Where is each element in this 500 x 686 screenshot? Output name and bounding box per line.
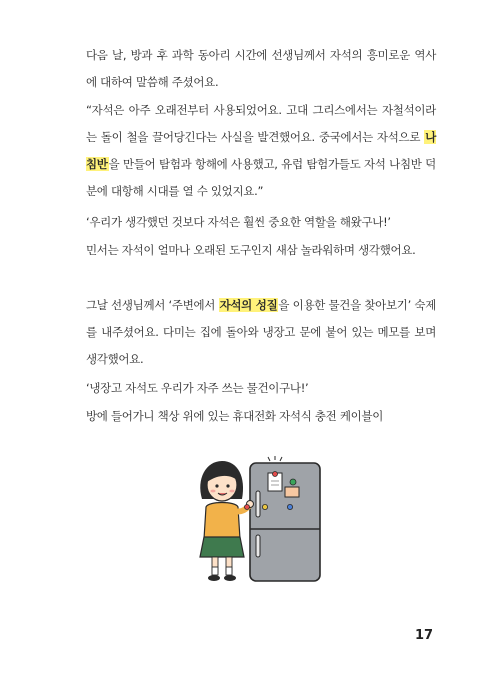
highlight-magnet-property: 자석의 성질 [219,298,278,312]
paragraph-6 [86,375,436,402]
paragraph-5 [86,292,436,373]
paragraph-3 [86,209,436,236]
paragraph-2 [86,97,436,205]
page-number: 17 [415,628,434,643]
paragraph-4 [86,237,436,264]
paragraph-3-text: ‘우리가 생각했던 것보다 자석은 훨씬 중요한 역할을 해왔구나!’ [86,215,391,229]
paragraph-5-text-a: 그날 선생님께서 ‘주변에서 [86,298,219,312]
paragraph-7-text: 방에 들어가니 책상 위에 있는 휴대전화 자석식 충전 케이블이 [86,409,384,423]
paragraph-4-text: 민서는 자석이 얼마나 오래된 도구인지 새삼 놀라워하며 생각했어요. [86,243,416,257]
paragraph-5-text-b: 을 이용한 물건을 찾아보기’ 숙제를 내주셨어요. 다미는 집에 돌아와 냉장고 문에 붙어 있는 메모를 보며 생각했어요. [86,298,436,366]
highlight-compass: 나침반 [86,130,436,171]
refrigerator-icon [250,456,320,581]
paragraph-6-text: ‘냉장고 자석도 우리가 자주 쓰는 물건이구나!’ [86,381,309,395]
girl-with-refrigerator-illustration [190,455,340,585]
paragraph-1 [86,42,436,96]
girl-icon [200,461,254,581]
paragraph-7 [86,403,436,430]
paragraph-2-text-b: 을 만들어 탐험과 항해에 사용했고, 유럽 탐험가들도 자석 나침반 덕분에 대항해 시대를 열 수 있었지요.” [86,157,436,198]
paragraph-2-text-a: “자석은 아주 오래전부터 사용되었어요. 고대 그리스에서는 자철석이라는 돌이 철을 끌어당긴다는 사실을 발견했어요. 중국에서는 자석으로 [86,103,436,144]
paragraph-1-text: 다음 날, 방과 후 과학 동아리 시간에 선생님께서 자석의 흥미로운 역사에 대하여 말씀해 주셨어요. [86,48,436,89]
